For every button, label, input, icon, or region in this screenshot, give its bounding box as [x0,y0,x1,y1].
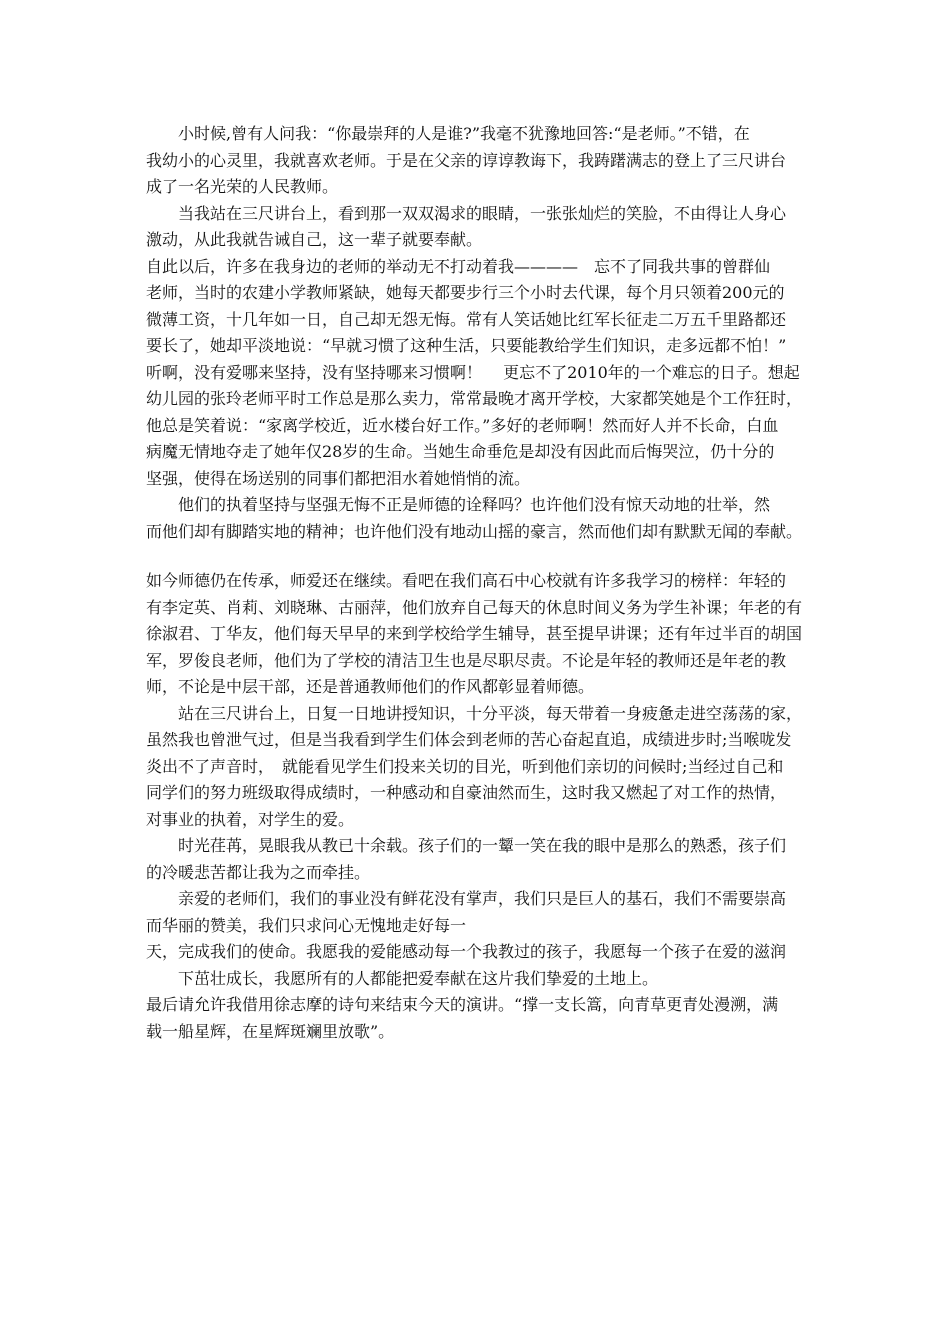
text-line: 他总是笑着说：“家离学校近，近水楼台好工作。”多好的老师啊！然而好人并不长命，白血 [146,415,779,435]
text-line: 虽然我也曾泄气过，但是当我看到学生们体会到老师的苦心奋起直追，成绩进步时;当喉咙发 [146,730,792,749]
text-line: 而华丽的赞美，我们只求问心无愧地走好每一 [146,915,467,935]
text-line: 成了一名光荣的人民教师。 [146,177,339,196]
text-line: 军，罗俊良老师，他们为了学校的清洁卫生也是尽职尽责。不论是年轻的教师还是年老的教 [146,650,787,670]
text-line: 如今师德仍在传承，师爱还在继续。看吧在我们高石中心校就有许多我学习的榜样：年轻的 [146,571,787,590]
text-line: 天，完成我们的使命。我愿我的爱能感动每一个我教过的孩子，我愿每一个孩子在爱的滋润 [146,942,787,961]
text-line: 当我站在三尺讲台上，看到那一双双渴求的眼睛，一张张灿烂的笑脸，不由得让人身心 [178,203,787,223]
text-line: 炎出不了声音时， 就能看见学生们投来关切的目光，听到他们亲切的问候时;当经过自己和 [146,756,784,776]
text-line: 徐淑君、丁华友，他们每天早早的来到学校给学生辅导，甚至提早讲课；还有年过半百的胡国 [146,624,803,643]
text-line: 他们的执着坚持与坚强无悔不正是师德的诠释吗？也许他们没有惊天动地的壮举，然 [178,495,771,514]
paragraph-gap [146,545,826,568]
text-line: 小时候,曾有人问我：“你最崇拜的人是谁?”我毫不犹豫地回答:“是老师。”不错，在 [178,124,750,143]
text-line: 师，不论是中层干部，还是普通教师他们的作风都彰显着师德。 [146,677,595,696]
text-line: 载一船星辉，在星辉斑斓里放歌”。 [146,1021,395,1041]
text-line: 微薄工资，十几年如一日，自己却无怨无悔。常有人笑话她比红军长征走二万五千里路都还 [146,309,787,329]
text-line: 而他们却有脚踏实地的精神；也许他们没有地动山摇的豪言，然而他们却有默默无闻的奉献。 [146,521,803,541]
text-line: 下茁壮成长，我愿所有的人都能把爱奉献在这片我们挚爱的土地上。 [178,968,659,988]
text-line: 病魔无情地夺走了她年仅28岁的生命。当她生命垂危是却没有因此而后悔哭泣，仍十分的 [146,442,775,461]
text-line: 时光荏苒，晃眼我从教已十余载。孩子们的一颦一笑在我的眼中是那么的熟悉，孩子们 [178,836,787,855]
text-line: 幼儿园的张玲老师平时工作总是那么卖力，常常最晚才离开学校，大家都笑她是个工作狂时， [146,389,803,408]
text-line: 要长了，她却平淡地说：“早就习惯了这种生活，只要能教给学生们知识，走多远都不怕！” [146,336,787,355]
text-line: 老师，当时的农建小学教师紧缺，她每天都要步行三个小时去代课，每个月只领着200元的 [146,283,785,302]
text-line: 最后请允许我借用徐志摩的诗句来结束今天的演讲。“撑一支长篙，向青草更青处漫溯，满 [146,995,779,1014]
text-line: 我幼小的心灵里，我就喜欢老师。于是在父亲的谆谆教诲下，我踌躇满志的登上了三尺讲台 [146,150,787,170]
document-body [146,121,826,1045]
text-line: 亲爱的老师们，我们的事业没有鲜花没有掌声，我们只是巨人的基石，我们不需要崇高 [178,889,787,908]
text-line: 坚强，使得在场送别的同事们都把泪水着她悄悄的流。 [146,468,531,488]
text-line: 的冷暖悲苦都让我为之而牵挂。 [146,862,371,882]
text-line: 听啊，没有爱哪来坚持，没有坚持哪来习惯啊！ 更忘不了2010年的一个难忘的日子。想起 [146,362,800,382]
text-line: 站在三尺讲台上，日复一日地讲授知识，十分平淡，每天带着一身疲惫走进空荡荡的家， [178,703,803,723]
text-line: 同学们的努力班级取得成绩时，一种感动和自豪油然而生，这时我又燃起了对工作的热情， [146,783,787,802]
text-line: 对事业的执着，对学生的爱。 [146,809,355,829]
text-line: 激动，从此我就告诫自己，这一辈子就要奉献。 [146,230,483,249]
text-line: 有李定英、肖莉、刘晓琳、古丽萍，他们放弃自己每天的休息时间义务为学生补课；年老的有 [146,597,803,617]
text-line: 自此以后，许多在我身边的老师的举动无不打动着我———— 忘不了同我共事的曾群仙 [146,256,771,276]
